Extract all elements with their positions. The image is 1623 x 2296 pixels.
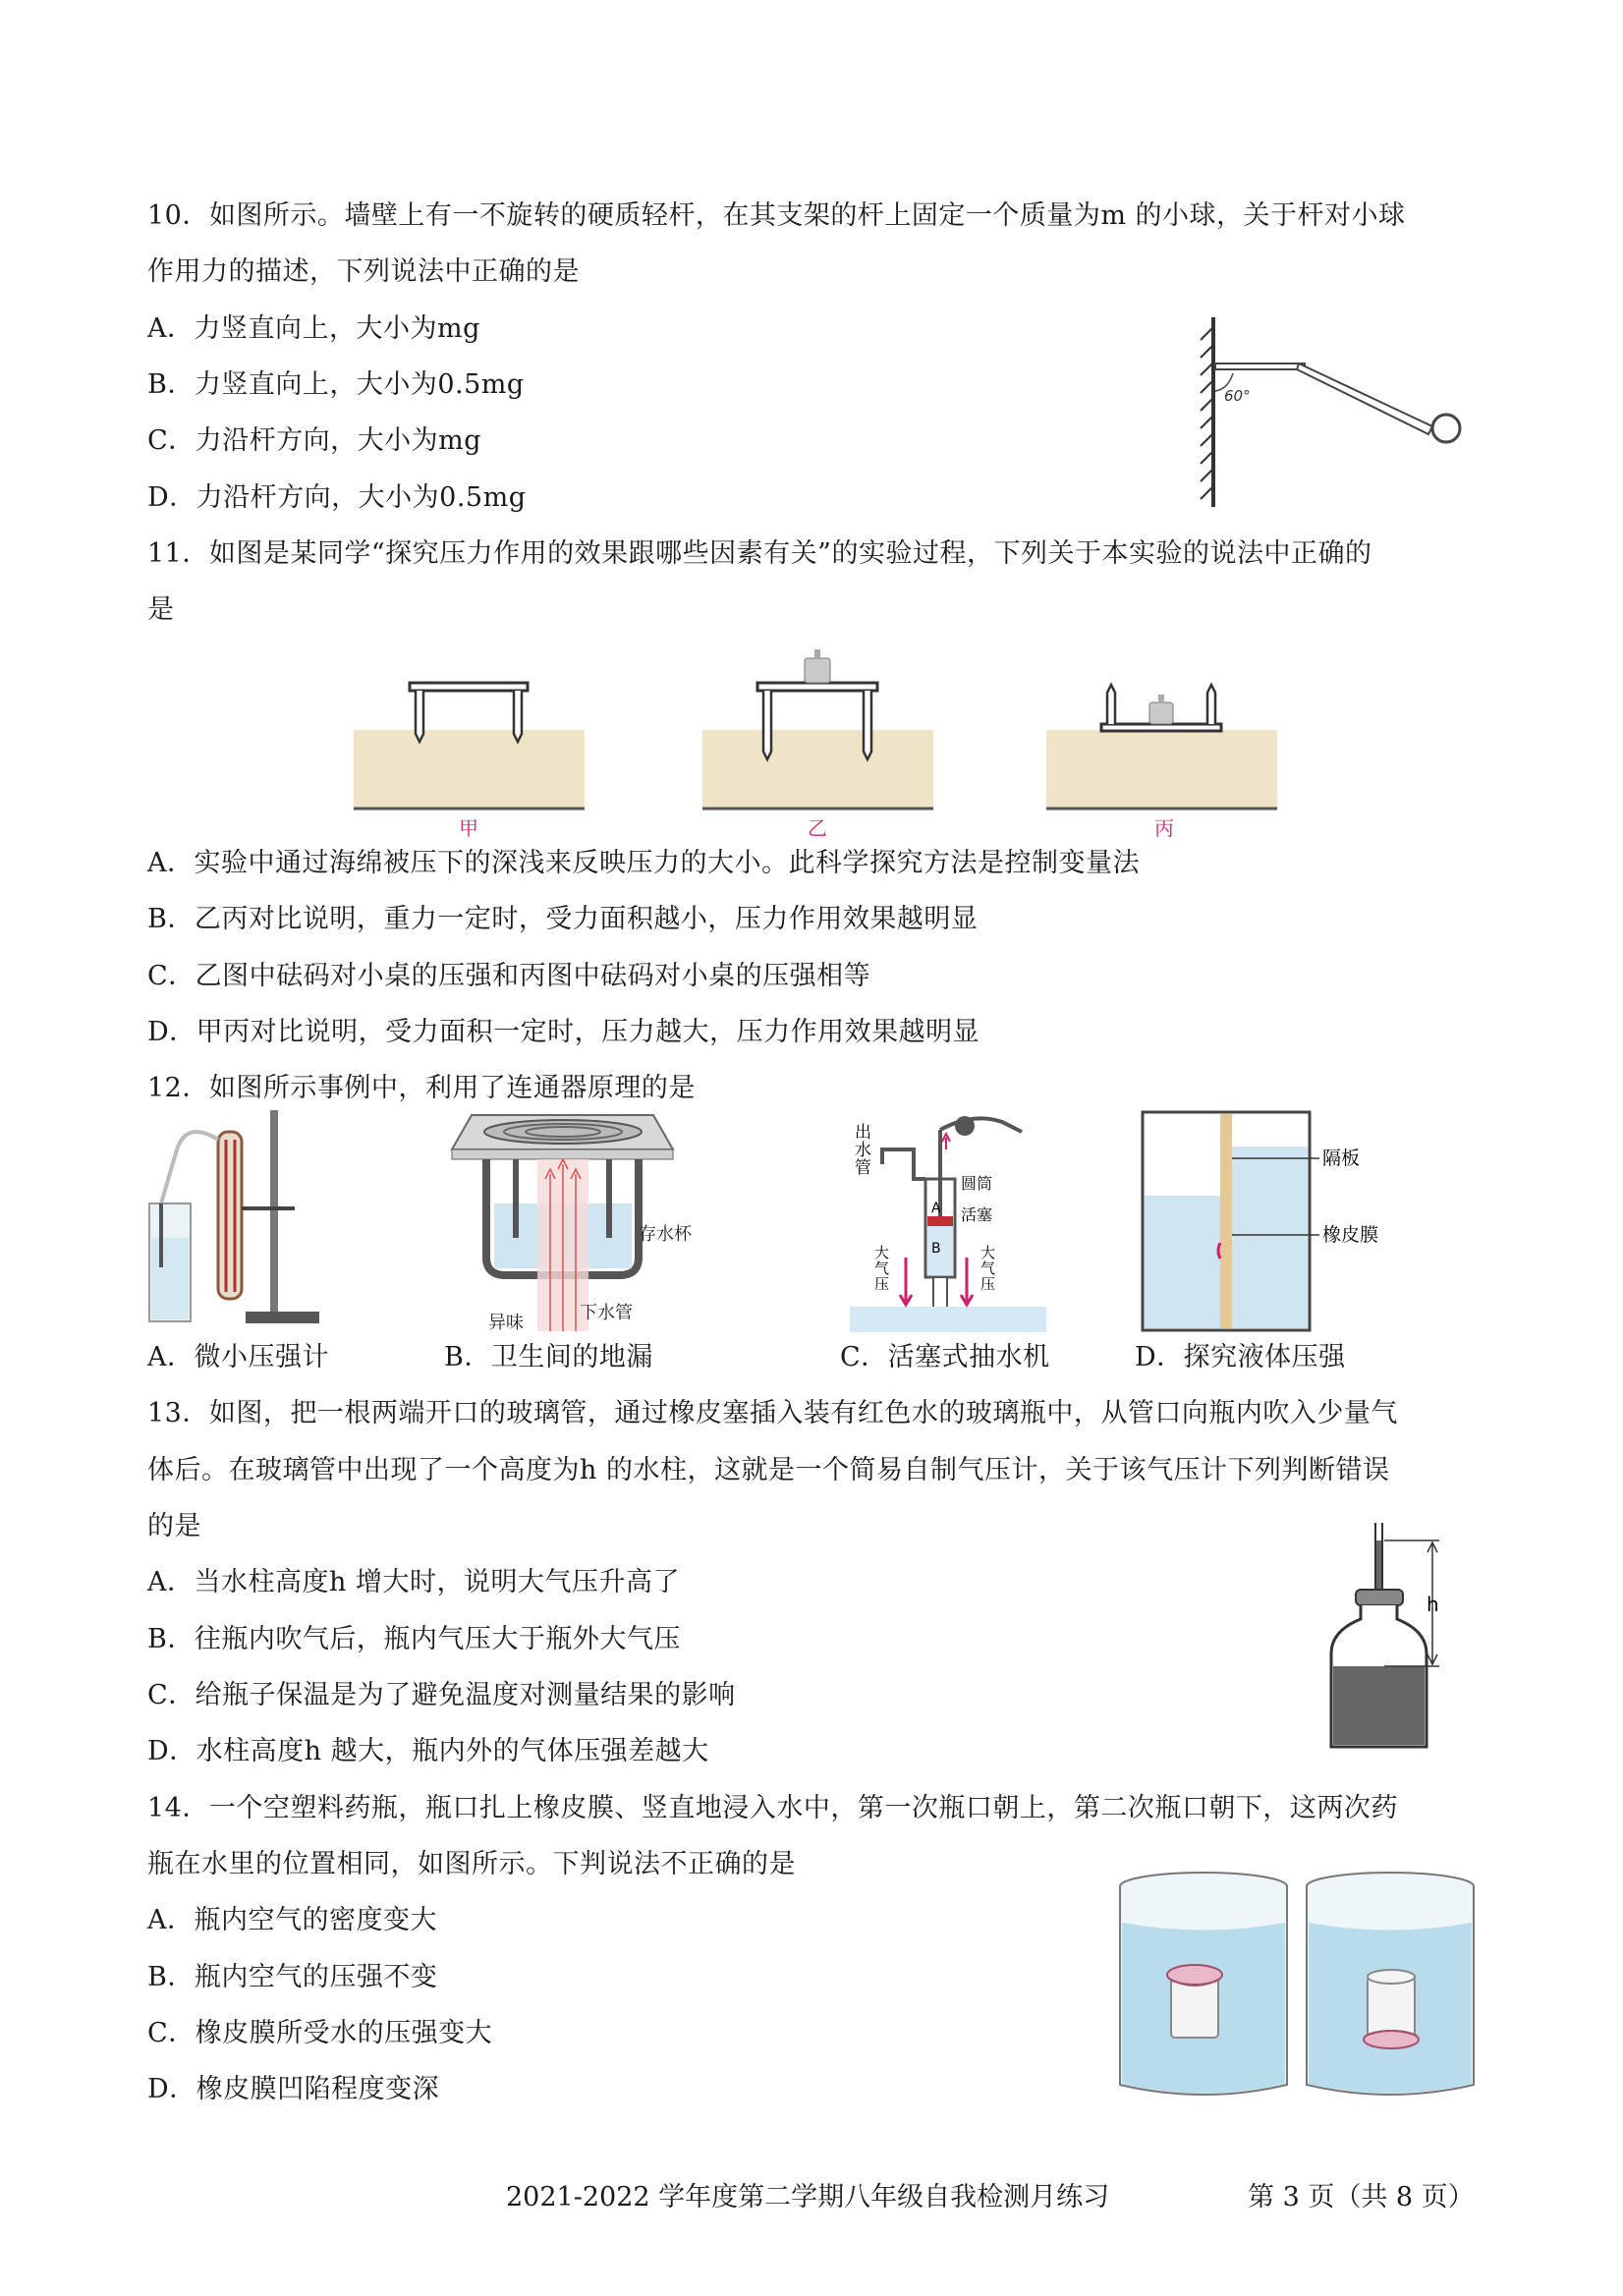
q13-option-d: D．水柱高度h 越大，瓶内外的气体压强差越大 [147, 1736, 709, 1766]
q10-stem-line2: 作用力的描述，下列说法中正确的是 [147, 256, 580, 287]
q12-pump-label-atm-left-3: 压 [874, 1275, 890, 1293]
q12-pump-label-atm-right-2: 气 [980, 1260, 996, 1277]
q12-caption-b: B．卫生间的地漏 [444, 1342, 653, 1372]
q12-pump-label-b: B [931, 1241, 941, 1257]
q11-option-d: D．甲丙对比说明，受力面积一定时，压力越大，压力作用效果越明显 [147, 1017, 980, 1047]
q11-option-a: A．实验中通过海绵被压下的深浅来反映压力的大小。此科学探究方法是控制变量法 [147, 848, 1140, 878]
q10-option-b: B．力竖直向上，大小为0.5mg [147, 369, 525, 400]
q11-option-c: C．乙图中砝码对小桌的压强和丙图中砝码对小桌的压强相等 [147, 961, 871, 991]
q12-pump-label-atm-left-2: 气 [874, 1260, 890, 1277]
q14-option-c: C．橡皮膜所受水的压强变大 [147, 2018, 493, 2048]
q12-figure-d-tank [1138, 1107, 1393, 1335]
q12-pump-label-outlet-2: 水 [855, 1141, 871, 1160]
q12-pump-label-outlet-3: 管 [855, 1158, 871, 1178]
q11-label-bing: 丙 [1154, 816, 1174, 840]
q12-pump-label-outlet-1: 出 [855, 1123, 871, 1143]
q13-stem-line2: 体后。在玻璃管中出现了一个高度为h 的水柱，这就是一个简易自制气压计，关于该气压计下列判断错误 [147, 1455, 1390, 1485]
q12-caption-c: C．活塞式抽水机 [840, 1342, 1050, 1372]
q14-option-b: B．瓶内空气的压强不变 [147, 1962, 438, 1992]
footer-title: 2021-2022 学年度第二学期八年级自我检测月练习 [506, 2182, 1110, 2212]
q11-stem-line1: 11．如图是某同学“探究压力作用的效果跟哪些因素有关”的实验过程，下列关于本实验的说法中正确的 [147, 538, 1372, 569]
q12-pump-label-cylinder: 圆筒 [961, 1174, 993, 1193]
q11-label-jia: 甲 [459, 816, 478, 840]
q13-h-label: h [1427, 1593, 1439, 1616]
q10-option-a: A．力竖直向上，大小为mg [147, 313, 480, 344]
q12-pump-label-piston: 活塞 [961, 1205, 993, 1224]
q12-caption-d: D．探究液体压强 [1135, 1342, 1346, 1372]
q10-option-d: D．力沿杆方向，大小为0.5mg [147, 482, 527, 513]
q13-option-b: B．往瓶内吹气后，瓶内气压大于瓶外大气压 [147, 1624, 681, 1654]
q12-figure-a-manometer [147, 1110, 324, 1331]
q11-sponge-figure [349, 644, 1292, 840]
q13-stem-line1: 13．如图，把一根两端开口的玻璃管，通过橡皮塞插入装有红色水的玻璃瓶中，从管口向瓶内吹入少量气 [147, 1398, 1398, 1428]
q14-option-d: D．橡皮膜凹陷程度变深 [147, 2074, 440, 2104]
q12-tank-label-plate: 隔板 [1322, 1148, 1361, 1169]
q12-drain-label-smell: 异味 [488, 1313, 524, 1333]
q12-pump-label-atm-right-1: 大 [980, 1244, 996, 1261]
q13-stem-line3: 的是 [147, 1511, 201, 1541]
q12-pump-label-a: A [931, 1201, 941, 1216]
q12-caption-a: A．微小压强计 [147, 1342, 329, 1372]
q14-bottles-figure [1110, 1869, 1483, 2104]
q10-angle-label: 60° [1224, 387, 1251, 405]
q12-pump-label-atm-right-3: 压 [980, 1275, 996, 1293]
q10-rod-figure [1189, 312, 1483, 509]
q12-figure-c-piston-pump [845, 1110, 1061, 1334]
q14-stem-line2: 瓶在水里的位置相同，如图所示。下判说法不正确的是 [147, 1849, 796, 1879]
q10-option-c: C．力沿杆方向，大小为mg [147, 425, 482, 456]
q11-label-yi: 乙 [808, 816, 827, 840]
q13-barometer-figure [1326, 1521, 1474, 1752]
q13-option-a: A．当水柱高度h 增大时，说明大气压升高了 [147, 1567, 680, 1597]
q12-pump-label-atm-left-1: 大 [874, 1244, 890, 1261]
q12-stem: 12．如图所示事例中，利用了连通器原理的是 [147, 1073, 696, 1103]
q10-stem-line1: 10．如图所示。墙壁上有一不旋转的硬质轻杆，在其支架的杆上固定一个质量为m 的小球，关于杆对小球 [147, 200, 1406, 231]
q11-stem-line2: 是 [147, 594, 175, 625]
q14-option-a: A．瓶内空气的密度变大 [147, 1905, 437, 1935]
q12-drain-label-cup: 存水杯 [639, 1224, 692, 1245]
q12-figure-b-floor-drain [447, 1110, 693, 1334]
q11-option-b: B．乙丙对比说明，重力一定时，受力面积越小，压力作用效果越明显 [147, 904, 979, 934]
q14-stem-line1: 14．一个空塑料药瓶，瓶口扎上橡皮膜、竖直地浸入水中，第一次瓶口朝上，第二次瓶口朝下，这两次药 [147, 1793, 1398, 1823]
q13-option-c: C．给瓶子保温是为了避免温度对测量结果的影响 [147, 1680, 736, 1710]
q12-drain-label-pipe: 下水管 [580, 1303, 633, 1323]
footer-page-number: 第 3 页（共 8 页） [1248, 2182, 1475, 2212]
q12-tank-label-membrane: 橡皮膜 [1322, 1224, 1379, 1246]
